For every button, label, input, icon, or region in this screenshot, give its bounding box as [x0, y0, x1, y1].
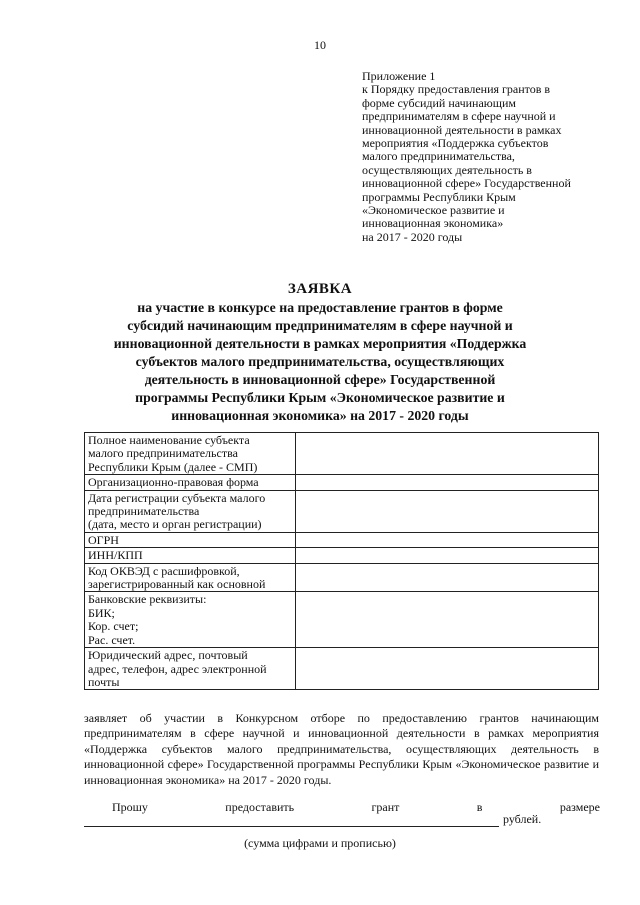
table-row: [85, 433, 599, 475]
request-word: грант: [371, 800, 400, 814]
table-row: [85, 548, 599, 563]
appendix-line: к Порядку предоставления грантов в: [362, 82, 551, 97]
label-line: (дата, место и орган регистрации): [88, 517, 262, 532]
row-label: [85, 475, 296, 490]
row-label: [85, 532, 296, 547]
table-row: [85, 532, 599, 547]
ogrn-field[interactable]: [295, 532, 598, 547]
appendix-line: Приложение 1: [362, 69, 436, 83]
appendix-line: малого предпринимательства,: [362, 149, 515, 164]
document-title: [60, 280, 580, 425]
appendix-line: инновационная экономика»: [362, 216, 504, 231]
row-label: [85, 548, 296, 563]
appendix-line: мероприятия «Поддержка субъектов: [362, 136, 549, 151]
amount-caption: (сумма цифрами и прописью): [244, 836, 396, 850]
table-row: [85, 490, 599, 532]
row-label: [85, 592, 296, 648]
title-line: инновационной деятельности в рамках мероприятия «Поддержка: [113, 336, 527, 351]
table-row: [85, 648, 599, 690]
row-label: [85, 490, 296, 532]
label-line: Республики Крым (далее - СМП): [88, 459, 258, 474]
title-line: субъектов малого предпринимательства, осуществляющих: [135, 354, 505, 369]
label-line: предпринимательства: [88, 504, 200, 519]
label-line: малого предпринимательства: [88, 446, 238, 461]
title-line: субсидий начинающим предпринимателям в сфере научной и: [127, 318, 513, 333]
title-line: деятельность в инновационной сфере» Государственной: [144, 372, 496, 387]
statement-paragraph: заявляет об участии в Конкурсном отборе по предоставлению грантов начинающим предпринимателям в сфере научной и инновационной деятельности в рамках мероприятия «Поддержка субъектов малого предпринимательства, осуществляющих деятельность в инновационной сфере» Государственной программы Республики Крым «Экономическое развитие и инновационная экономика» на 2017 - 2020 годы.: [84, 711, 599, 787]
subject-name-field[interactable]: [295, 433, 598, 475]
label-line: Банковские реквизиты:: [88, 592, 207, 607]
grant-amount-field[interactable]: [84, 813, 499, 827]
request-word: размере: [559, 800, 600, 814]
page-number: 10: [314, 38, 326, 52]
appendix-line: инновационной сфере» Государственной: [362, 176, 571, 191]
okved-field[interactable]: [295, 563, 598, 592]
table-row: [85, 475, 599, 490]
row-label: [85, 648, 296, 690]
title-line: на участие в конкурсе на предоставление грантов в форме: [137, 300, 503, 315]
appendix-line: программы Республики Крым: [362, 189, 516, 204]
currency-label: рублей.: [503, 812, 542, 826]
bank-details-field[interactable]: [295, 592, 598, 648]
appendix-header: [362, 70, 602, 244]
label-line: адрес, телефон, адрес электронной: [88, 661, 267, 676]
label-line: Полное наименование субъекта: [88, 433, 250, 447]
table-row: [85, 563, 599, 592]
appendix-line: осуществляющих деятельность в: [362, 162, 532, 177]
label-line: зарегистрированный как основной: [88, 577, 266, 592]
amount-line: [84, 812, 599, 827]
row-label: [85, 563, 296, 592]
table-row: [85, 592, 599, 648]
label-line: ИНН/КПП: [88, 548, 143, 563]
title-main: ЗАЯВКА: [287, 281, 353, 297]
label-line: Рас. счет.: [88, 632, 136, 647]
appendix-line: форме субсидий начинающим: [362, 95, 517, 110]
label-line: Дата регистрации субъекта малого: [88, 490, 266, 505]
inn-kpp-field[interactable]: [295, 548, 598, 563]
request-word: в: [476, 800, 483, 814]
application-form-table: [84, 432, 599, 690]
label-line: Юридический адрес, почтовый: [88, 648, 248, 663]
appendix-line: на 2017 - 2020 годы: [362, 229, 463, 244]
row-label: [85, 433, 296, 475]
label-line: Код ОКВЭД с расшифровкой,: [88, 563, 240, 578]
request-word: предоставить: [225, 800, 295, 814]
title-line: инновационная экономика» на 2017 - 2020 годы: [171, 408, 469, 423]
appendix-line: инновационной деятельности в рамках: [362, 122, 562, 137]
label-line: почты: [88, 674, 120, 689]
label-line: ОГРН: [88, 532, 119, 547]
title-line: программы Республики Крым «Экономическое развитие и: [135, 390, 505, 405]
registration-date-field[interactable]: [295, 490, 598, 532]
label-line: Организационно-правовая форма: [88, 475, 259, 490]
legal-form-field[interactable]: [295, 475, 598, 490]
label-line: БИК;: [88, 605, 115, 620]
appendix-line: «Экономическое развитие и: [362, 203, 505, 218]
address-field[interactable]: [295, 648, 598, 690]
label-line: Кор. счет;: [88, 619, 139, 634]
request-word: Прошу: [112, 800, 148, 814]
appendix-line: предпринимателям в сфере научной и: [362, 109, 556, 124]
